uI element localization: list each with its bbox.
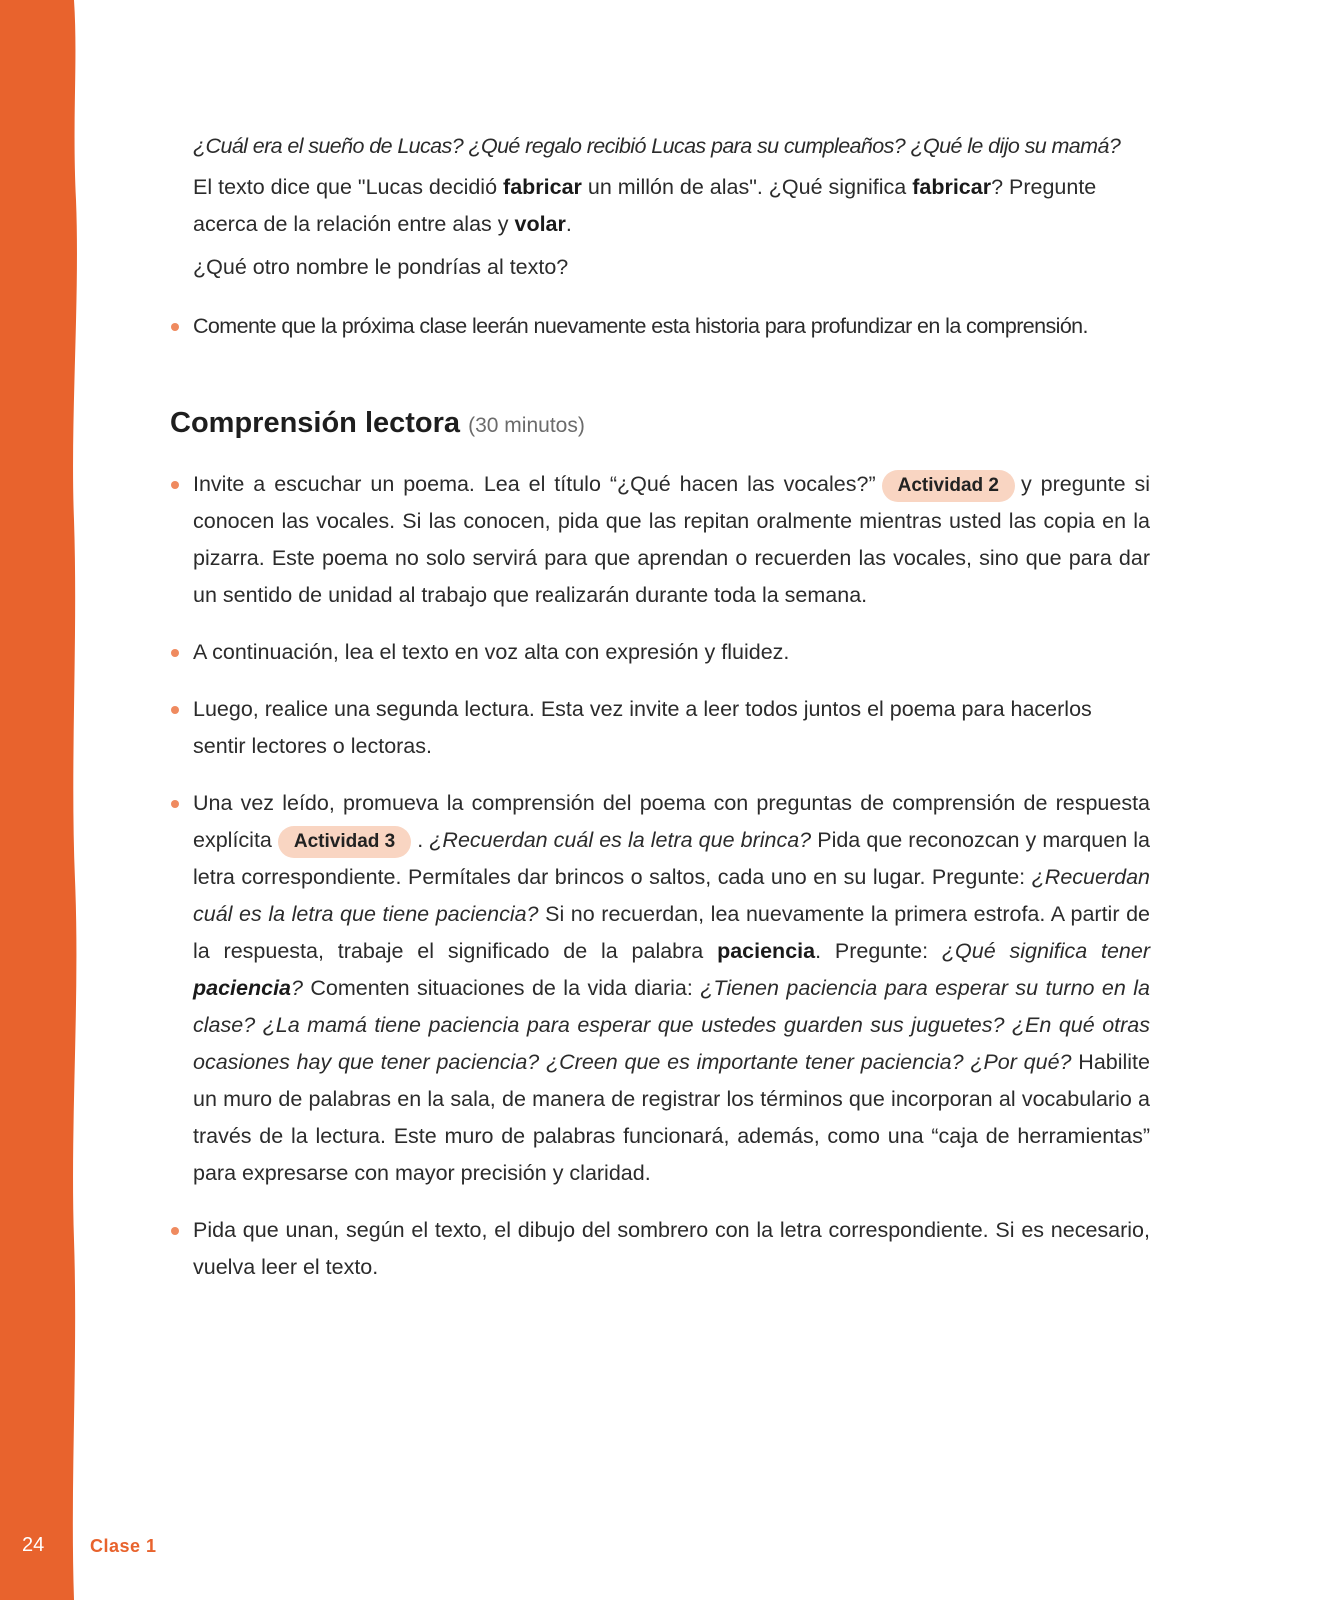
section-title: Comprensión lectora xyxy=(170,407,461,439)
list-item-continuacion: A continuación, lea el texto en voz alta con expresión y fluidez. xyxy=(170,634,1150,671)
wavy-edge-shape xyxy=(0,0,80,1600)
keyword-fabricar: fabricar xyxy=(503,175,582,199)
page-content xyxy=(170,128,1150,1286)
page-number: 24 xyxy=(22,1534,45,1556)
intro-question-title: ¿Qué otro nombre le pondrías al texto? xyxy=(193,255,569,279)
footer-class-label: Clase 1 xyxy=(90,1536,157,1556)
section-heading xyxy=(170,403,1150,446)
orange-margin-band xyxy=(0,0,80,1600)
keyword-paciencia: paciencia xyxy=(717,939,816,963)
activity-badge-2: Actividad 2 xyxy=(882,470,1015,502)
keyword-volar: volar xyxy=(514,212,566,236)
section-duration: (30 minutos) xyxy=(468,414,585,437)
list-item-segunda-lectura: Luego, realice una segunda lectura. Esta vez invite a leer todos juntos el poema para hacerlos sentir lectores o lectoras. xyxy=(170,691,1150,765)
list-item-invite: Invite a escuchar un poema. Lea el título “¿Qué hacen las vocales?” Actividad 2 y pregunte si conocen las vocales. Si las conocen, pida que las repitan oralmente mientras usted las copia en la pizarra. Este poema no solo servirá para que aprendan o recuerden las vocales, sino que para dar un sentido de unidad al trabajo que realizarán durante toda la semana. xyxy=(170,466,1150,614)
keyword-paciencia-italic: paciencia xyxy=(193,976,291,1000)
list-item-comprension: Una vez leído, promueva la comprensión del poema con preguntas de comprensión de respuesta explícita Actividad 3 . ¿Recuerdan cuál es la letra que brinca? Pida que reconozcan y marquen la letra correspondiente. Permítales dar brincos o saltos, cada uno en su lugar. Pregunte: ¿Recuerdan cuál es la letra que tiene paciencia? Si no recuerdan, lea nuevamente la primera estrofa. A partir de la respuesta, trabaje el significado de la palabra paciencia. Pregunte: ¿Qué significa tener paciencia? Comenten situaciones de la vida diaria: ¿Tienen paciencia para esperar su turno en la clase? ¿La mamá tiene paciencia para esperar que ustedes guarden sus juguetes? ¿En qué otras ocasiones hay que tener paciencia? ¿Creen que es importante tener paciencia? ¿Por qué? Habilite un muro de palabras en la sala, de manera de registrar los términos que incorporan al vocabulario a través de la lectura. Este muro de palabras funcionará, además, como una “caja de herramientas” para expresarse con mayor precisión y claridad. xyxy=(170,785,1150,1192)
list-item-sombrero: Pida que unan, según el texto, el dibujo del sombrero con la letra correspondiente. Si es necesario, vuelva leer el texto. xyxy=(170,1212,1150,1286)
intro-questions: ¿Cuál era el sueño de Lucas? ¿Qué regalo recibió Lucas para su cumpleaños? ¿Qué le dijo su mamá? xyxy=(193,134,1121,158)
intro-paragraph-vocabulary: El texto dice que "Lucas decidió fabricar un millón de alas". ¿Qué significa fabricar? Pregunte acerca de la relación entre alas y volar. xyxy=(193,175,1097,236)
keyword-fabricar-2: fabricar xyxy=(912,175,992,199)
activity-badge-3: Actividad 3 xyxy=(278,826,411,858)
list-item-comente: Comente que la próxima clase leerán nuevamente esta historia para profundizar en la comprensión. xyxy=(170,308,1150,345)
